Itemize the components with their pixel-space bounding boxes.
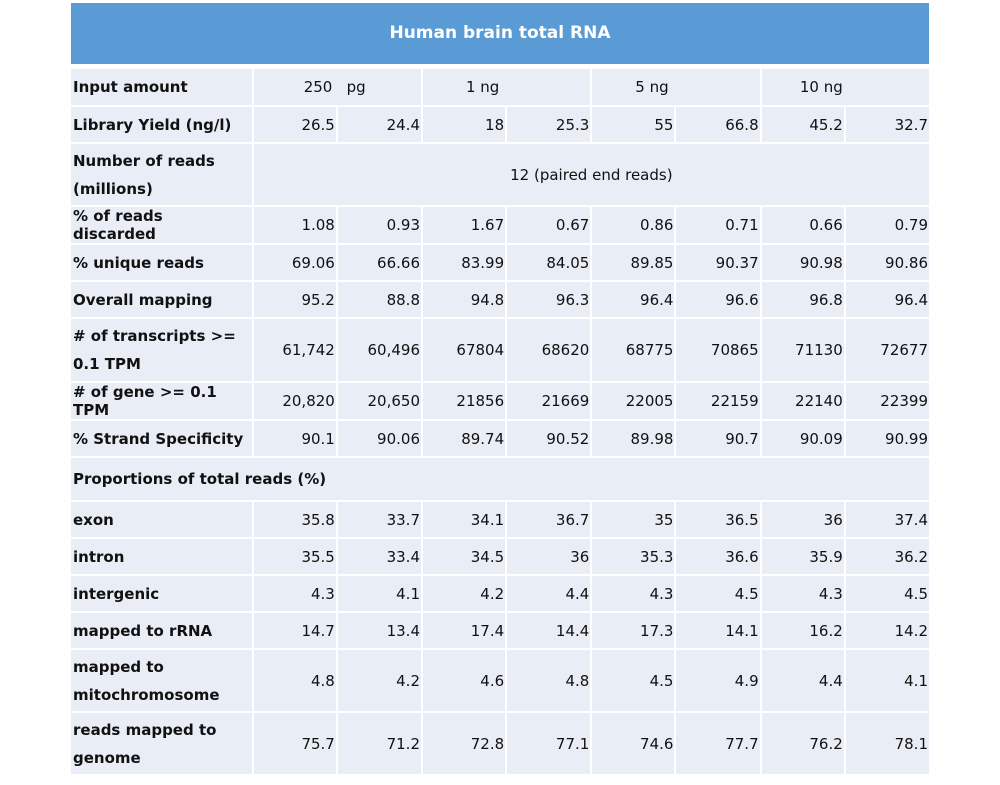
table-cell: 4.5 [676,576,759,611]
table-cell: 45.2 [762,107,844,142]
table-cell: 77.7 [676,713,759,774]
table-row [71,282,929,317]
row-label-line1: Number of reads [73,151,215,170]
table-cell: 66.8 [676,107,759,142]
table-row [71,107,929,142]
table-cell: 36.7 [507,502,590,537]
table-cell: 68775 [592,319,674,381]
table-cell: 96.3 [507,282,590,317]
table-cell: 55 [592,107,674,142]
table-cell: 13.4 [338,613,421,648]
table-cell: 0.79 [846,207,929,243]
table-cell: 1.67 [423,207,505,243]
table-cell: 4.8 [507,650,590,711]
table-cell: 67804 [423,319,505,381]
table-cell: 89.74 [423,421,505,456]
table-cell: 34.1 [423,502,505,537]
table-cell: 90.99 [846,421,929,456]
genome-row [71,713,929,774]
table-cell: 22005 [592,383,674,419]
table-cell: 35.8 [254,502,336,537]
row-label-line2: 0.1 TPM [73,355,141,373]
row-label-line1: reads mapped to [73,720,217,739]
group-value: 5 [635,78,645,96]
table-cell: 88.8 [338,282,421,317]
row-label: % of reads discarded [71,207,252,243]
table-cell: 33.4 [338,539,421,574]
table-cell: 68620 [507,319,590,381]
table-row [71,502,929,537]
table-row [71,576,929,611]
table-cell: 35.5 [254,539,336,574]
table-cell: 37.4 [846,502,929,537]
table-cell: 4.4 [507,576,590,611]
table-cell: 96.8 [762,282,844,317]
table-cell: 70865 [676,319,759,381]
table-cell: 21669 [507,383,590,419]
row-label: # of gene >= 0.1 TPM [71,383,252,419]
table-cell: 0.93 [338,207,421,243]
table-cell: 96.6 [676,282,759,317]
table-cell: 4.4 [762,650,844,711]
row-label: exon [71,502,252,537]
group-unit: ng [823,78,843,96]
row-label-line1: # of transcripts >= [73,327,236,345]
row-label [71,144,252,205]
table-cell: 4.3 [254,576,336,611]
table-cell: 36 [507,539,590,574]
table-cell: 24.4 [338,107,421,142]
row-label [71,319,252,381]
merged-reads-value: 12 (paired end reads) [254,144,929,205]
table-cell: 0.67 [507,207,590,243]
table-cell: 36.5 [676,502,759,537]
table-cell: 35 [592,502,674,537]
table-cell: 18 [423,107,505,142]
group-value: 250 [303,78,333,96]
table-cell: 4.8 [254,650,336,711]
table-cell: 14.7 [254,613,336,648]
input-amount-row [71,69,929,105]
table-cell: 22399 [846,383,929,419]
table-row [71,613,929,648]
table-cell: 84.05 [507,245,590,280]
table-cell: 22159 [676,383,759,419]
results-table [69,67,931,776]
table-cell: 89.98 [592,421,674,456]
table-cell: 72677 [846,319,929,381]
table-cell: 26.5 [254,107,336,142]
table-cell: 4.1 [846,650,929,711]
row-label-line2: genome [73,748,141,767]
table-cell: 36.2 [846,539,929,574]
input-group-10ng [762,69,929,105]
table-row [71,539,929,574]
table-cell: 16.2 [762,613,844,648]
table-row [71,207,929,243]
table-cell: 35.3 [592,539,674,574]
table-cell: 76.2 [762,713,844,774]
table-cell: 22140 [762,383,844,419]
table-cell: 96.4 [846,282,929,317]
row-label: % Strand Specificity [71,421,252,456]
table-cell: 0.86 [592,207,674,243]
table-cell: 74.6 [592,713,674,774]
reads-row [71,144,929,205]
table-cell: 94.8 [423,282,505,317]
table-cell: 20,820 [254,383,336,419]
table-cell: 89.85 [592,245,674,280]
table-cell: 60,496 [338,319,421,381]
table-cell: 4.3 [762,576,844,611]
section-row [71,458,929,500]
table-cell: 4.2 [423,576,505,611]
table-cell: 90.7 [676,421,759,456]
table-cell: 90.86 [846,245,929,280]
group-unit: ng [480,78,500,96]
group-value: 10 [799,78,819,96]
row-label [71,713,252,774]
table-cell: 14.4 [507,613,590,648]
row-label: mapped to rRNA [71,613,252,648]
table-cell: 33.7 [338,502,421,537]
table-cell: 90.09 [762,421,844,456]
table-cell: 25.3 [507,107,590,142]
table-cell: 66.66 [338,245,421,280]
row-label: % unique reads [71,245,252,280]
table-cell: 4.9 [676,650,759,711]
table-cell: 0.71 [676,207,759,243]
table-cell: 17.4 [423,613,505,648]
input-group-5ng [592,69,759,105]
table-cell: 71.2 [338,713,421,774]
table-cell: 1.08 [254,207,336,243]
table-cell: 4.3 [592,576,674,611]
table-row [71,421,929,456]
table-cell: 4.5 [846,576,929,611]
table-cell: 4.1 [338,576,421,611]
table-cell: 96.4 [592,282,674,317]
row-label-line1: mapped to [73,657,164,676]
table-cell: 4.6 [423,650,505,711]
row-label: Input amount [71,69,252,105]
table-cell: 95.2 [254,282,336,317]
table-cell: 14.1 [676,613,759,648]
group-unit: ng [649,78,669,96]
table-cell: 17.3 [592,613,674,648]
table-cell: 20,650 [338,383,421,419]
table-cell: 90.06 [338,421,421,456]
table-title: Human brain total RNA [71,3,929,64]
table-cell: 72.8 [423,713,505,774]
section-label: Proportions of total reads (%) [71,458,929,500]
row-label-line2: (millions) [73,179,153,198]
table-cell: 36.6 [676,539,759,574]
table-cell: 78.1 [846,713,929,774]
table-cell: 77.1 [507,713,590,774]
row-label [71,650,252,711]
row-label: Overall mapping [71,282,252,317]
table-cell: 36 [762,502,844,537]
table-cell: 4.5 [592,650,674,711]
input-group-250pg [254,69,421,105]
row-label: Library Yield (ng/l) [71,107,252,142]
row-label: intergenic [71,576,252,611]
table-row [71,245,929,280]
table-cell: 90.98 [762,245,844,280]
transcripts-row [71,319,929,381]
table-cell: 34.5 [423,539,505,574]
table-cell: 90.52 [507,421,590,456]
row-label: intron [71,539,252,574]
table-cell: 90.37 [676,245,759,280]
table-row [71,383,929,419]
table-cell: 21856 [423,383,505,419]
table-cell: 69.06 [254,245,336,280]
table-cell: 4.2 [338,650,421,711]
row-label-line2: mitochromosome [73,685,220,704]
table-container [71,3,929,776]
table-cell: 35.9 [762,539,844,574]
table-cell: 32.7 [846,107,929,142]
table-cell: 90.1 [254,421,336,456]
input-group-1ng [423,69,590,105]
mito-row [71,650,929,711]
group-unit: pg [346,78,366,96]
table-cell: 75.7 [254,713,336,774]
table-cell: 14.2 [846,613,929,648]
table-cell: 0.66 [762,207,844,243]
table-cell: 83.99 [423,245,505,280]
group-value: 1 [465,78,476,96]
table-cell: 61,742 [254,319,336,381]
table-cell: 71130 [762,319,844,381]
